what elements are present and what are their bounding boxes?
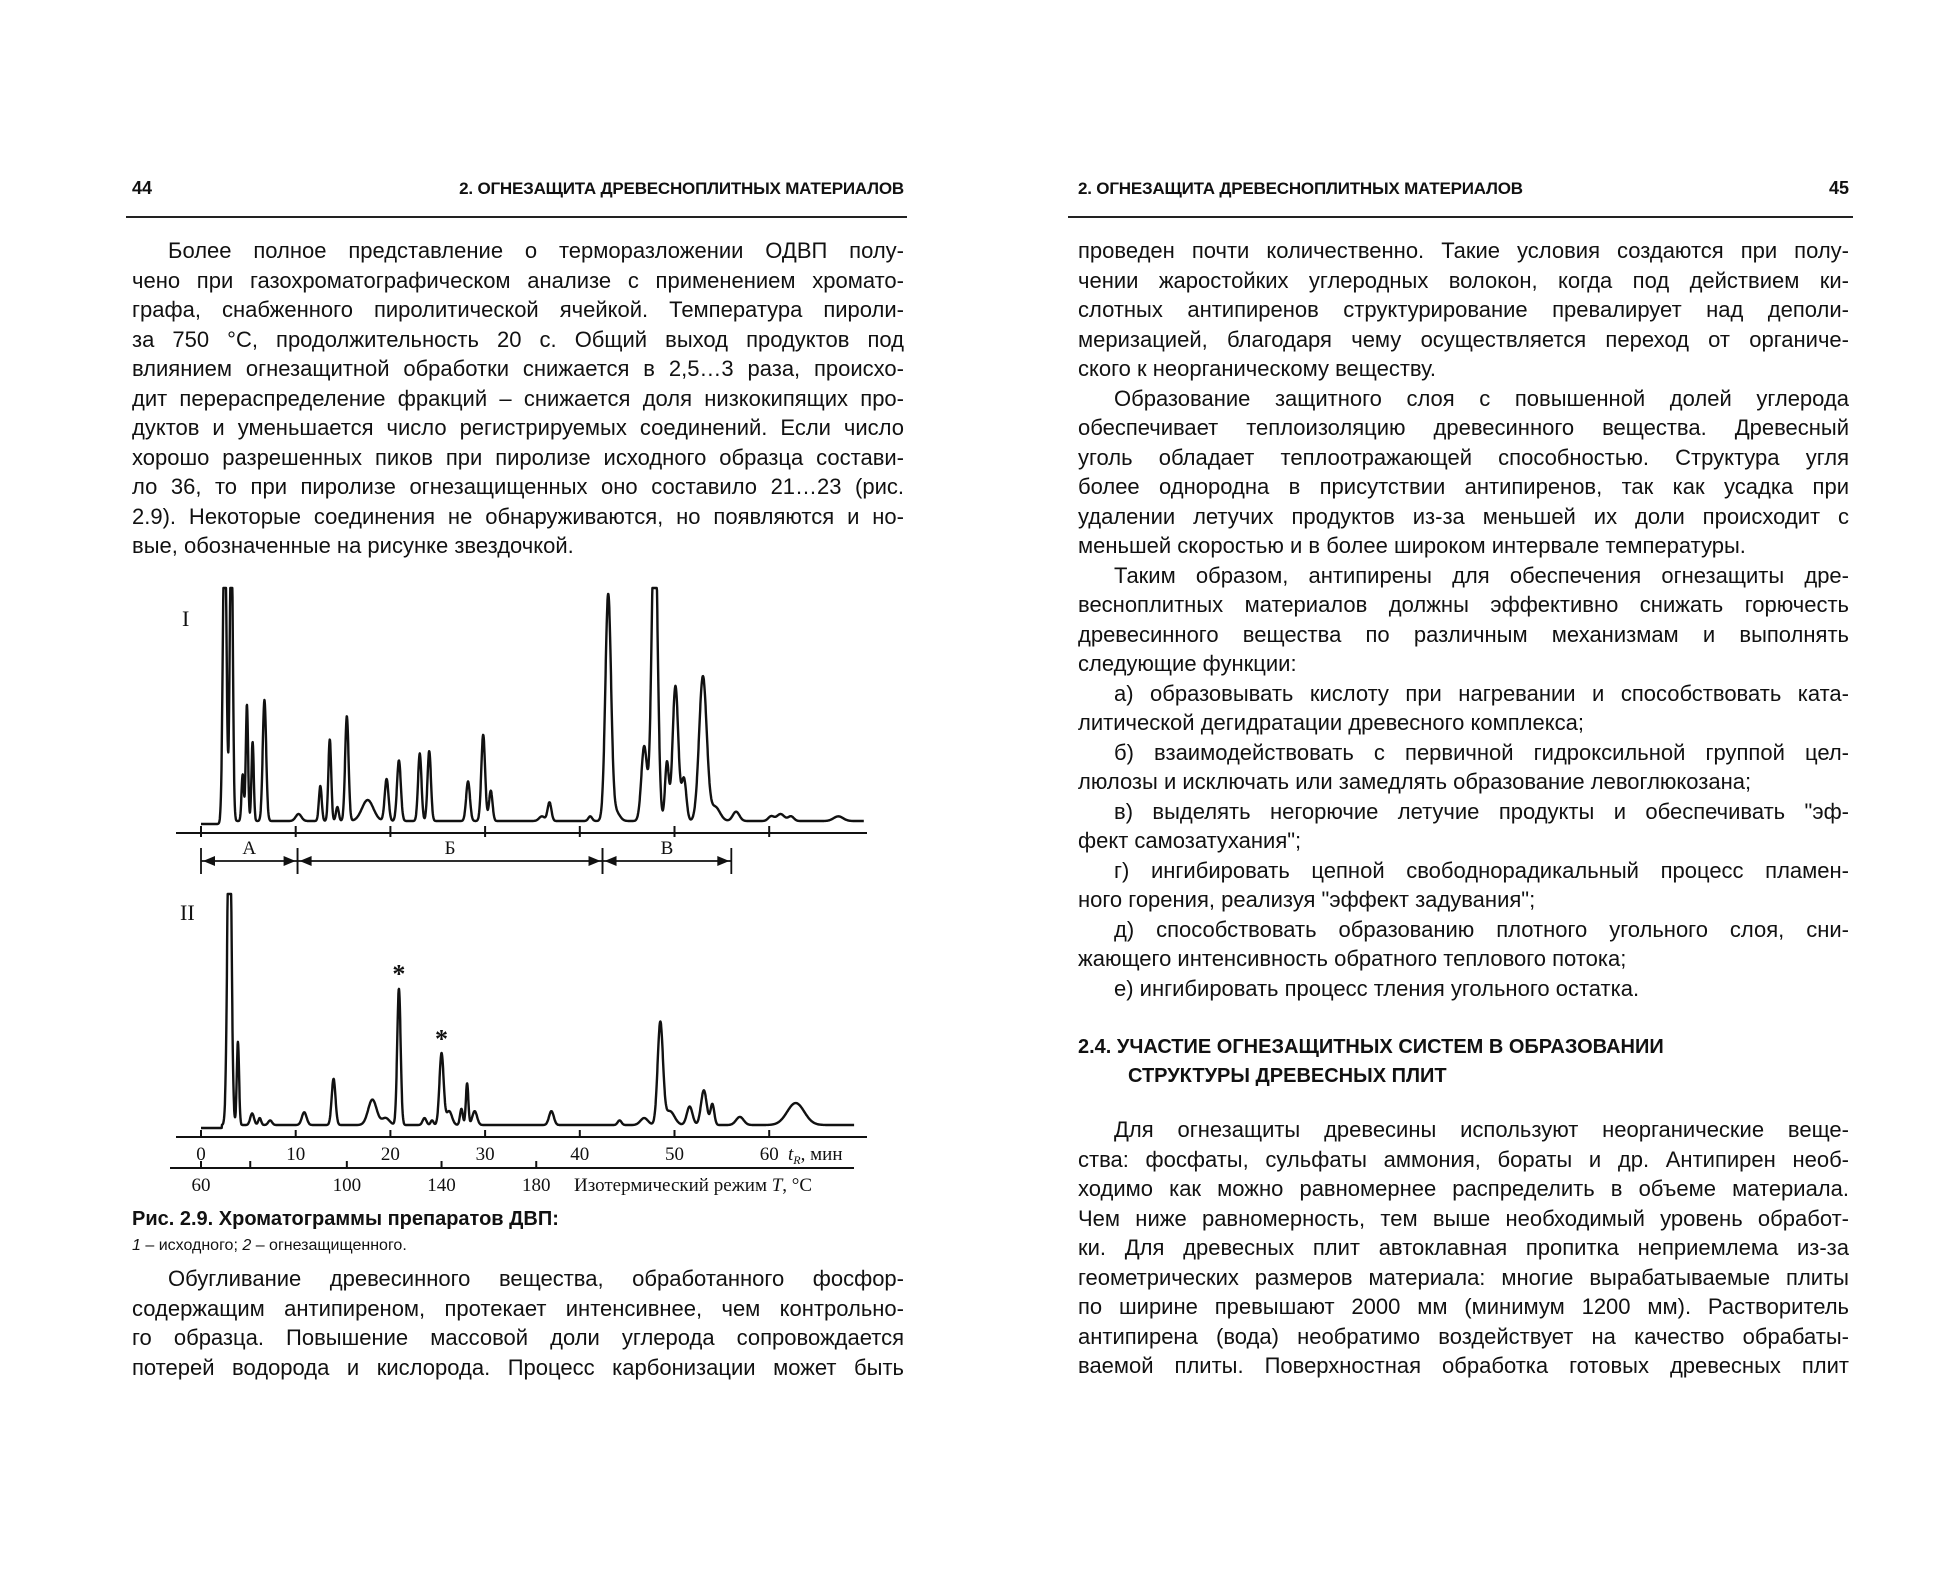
text-line: чении жаростойких углеродных волокон, когда под действием ки- [1078, 267, 1849, 293]
time-tick-label: 40 [570, 1144, 590, 1165]
text-line: Таким образом, антипирены для обеспечения огнезащиты дре- [1114, 562, 1849, 588]
chromatogram-trace-II [201, 894, 854, 1128]
text-line: антипирена (вода) необратимо воздействует на качество обрабаты- [1078, 1323, 1849, 1349]
text-line: ло 36, то при пиролизе огнезащищенных оно составило 21…23 (рис. [132, 474, 904, 499]
text-line: Для огнезащиты древесины используют неорганические веще- [1114, 1117, 1849, 1142]
time-axis-label-part: t [788, 1144, 794, 1165]
text-line: дит перераспределение фракций – снижается доля низкокипящих про- [132, 385, 904, 411]
time-axis-label [788, 1144, 842, 1167]
text-line: ваемой плиты. Поверхностная обработка готовых древесных плит [1078, 1353, 1849, 1378]
temperature-axis-label-part: , °C [782, 1175, 813, 1196]
text-line: литической дегидратации древесного комплекса; [1078, 710, 1584, 735]
legend-number-2: 2 [242, 1237, 252, 1254]
time-axis-label-part: , мин [800, 1144, 843, 1165]
temperature-tick-label: 60 [191, 1175, 211, 1196]
text-line: б) взаимодействовать с первичной гидроксильной группой цел- [1114, 739, 1849, 765]
text-line: жающего интенсивность обратного теплового потока; [1078, 946, 1627, 971]
text-line: удалении летучих продуктов из-за меньшей их доли происходит с [1078, 503, 1849, 529]
text-line: фект самозатухания"; [1078, 828, 1302, 853]
text-line: Обугливание древесинного вещества, обработанного фосфор- [168, 1266, 904, 1291]
temperature-axis-label-part: Изотермический режим [574, 1175, 772, 1196]
text-line: ного горения, реализуя "эффект задувания"; [1078, 887, 1536, 912]
text-line: Более полное представление о терморазложении ОДВП полу- [168, 238, 904, 263]
text-line: графа, снабженного пиролитической ячейкой. Температура пироли- [132, 297, 904, 322]
temperature-axis-label-part: T [771, 1175, 783, 1196]
time-tick-label: 20 [380, 1144, 400, 1165]
page-number-left: 44 [132, 178, 153, 198]
legend-text-2: – огнезащищенного. [251, 1237, 407, 1254]
text-line: ки. Для древесных плит автоклавная пропитка неприемлема из-за [1078, 1235, 1849, 1260]
temperature-tick-label: 100 [332, 1175, 362, 1196]
figure-caption-title: Рис. 2.9. Хроматограммы препаратов ДВП: [132, 1208, 559, 1230]
legend-number-1: 1 [132, 1237, 141, 1254]
text-line: весноплитных материалов должны эффективно снижать горючесть [1078, 592, 1849, 617]
text-line: дуктов и уменьшается число регистрируемых соединений. Если число [132, 415, 904, 440]
text-line: го образца. Повышение массовой доли углерода сопровождается [132, 1325, 904, 1350]
text-line: древесинного вещества по различным механизмам и выполнять [1078, 621, 1849, 647]
time-tick-label: 60 [759, 1144, 779, 1165]
text-line: ства: фосфаты, сульфаты аммония, бораты и др. Антипирен необ- [1078, 1146, 1849, 1172]
asterisk-marker: * [435, 1024, 449, 1054]
text-line: обеспечивает теплоизоляцию древесинного вещества. Древесный [1078, 415, 1849, 440]
time-tick-label: 50 [665, 1144, 684, 1165]
panel-label-I: I [182, 606, 190, 631]
running-head-left: 2. ОГНЕЗАЩИТА ДРЕВЕСНОПЛИТНЫХ МАТЕРИАЛОВ [459, 179, 904, 198]
chromatogram-trace-I [201, 588, 864, 824]
text-line: меризацией, благодаря чему осуществляется переход от органиче- [1078, 326, 1849, 352]
text-line: слотных антипиренов структурирование превалирует над деполи- [1078, 297, 1849, 322]
text-line: ского к неорганическому веществу. [1078, 356, 1437, 381]
text-line: ходимо как можно равномернее распределить в объеме материала. [1078, 1176, 1849, 1201]
time-axis-label-part: R [793, 1153, 801, 1167]
temperature-tick-label: 140 [427, 1175, 456, 1196]
temperature-tick-label: 180 [521, 1175, 551, 1196]
text-line: уголь обладает теплоотражающей способностью. Структура угля [1078, 444, 1849, 470]
text-line: г) ингибировать цепной свободнорадикальный процесс пламен- [1114, 857, 1849, 883]
asterisk-marker: * [392, 959, 406, 989]
section-heading-line1: 2.4. УЧАСТИЕ ОГНЕЗАЩИТНЫХ СИСТЕМ В ОБРАЗОВАНИИ [1078, 1036, 1664, 1058]
time-tick-label: 0 [196, 1144, 206, 1165]
text-line: более однородна в присутствии антипиренов, так как усадка при [1078, 474, 1849, 499]
text-line: е) ингибировать процесс тления угольного остатка. [1114, 975, 1640, 1001]
region-label: В [660, 838, 674, 859]
text-line: в) выделять негорючие летучие продукты и обеспечивать "эф- [1114, 798, 1849, 824]
text-line: проведен почти количественно. Такие условия создаются при полу- [1078, 238, 1849, 263]
text-line: следующие функции: [1078, 651, 1297, 676]
text-line: д) способствовать образованию плотного угольного слоя, сни- [1114, 916, 1849, 942]
text-line: меньшей скоростью и в более широком интервале температуры. [1078, 533, 1746, 558]
temperature-axis-label [574, 1175, 812, 1196]
running-head-right: 2. ОГНЕЗАЩИТА ДРЕВЕСНОПЛИТНЫХ МАТЕРИАЛОВ [1078, 179, 1523, 198]
text-line: Образование защитного слоя с повышенной долей углерода [1114, 385, 1849, 411]
text-line: люлозы и исключать или замедлять образование левоглюкозана; [1078, 769, 1752, 794]
region-label: А [242, 838, 257, 859]
text-line: вые, обозначенные на рисунке звездочкой. [132, 533, 574, 558]
panel-label-II: II [180, 900, 195, 925]
text-line: за 750 °С, продолжительность 20 с. Общий выход продуктов под [132, 326, 904, 352]
time-tick-label: 10 [286, 1144, 306, 1165]
text-line: по ширине превышают 2000 мм (минимум 1200 мм). Растворитель [1078, 1294, 1849, 1319]
text-line: 2.9). Некоторые соединения не обнаруживаются, но появляются и но- [132, 503, 904, 529]
time-tick-label: 30 [475, 1144, 495, 1165]
text-line: геометрических размеров материала: многие вырабатываемые плиты [1078, 1264, 1849, 1290]
legend-text-1: – исходного; [140, 1237, 243, 1254]
region-label: Б [444, 838, 456, 859]
text-line: содержащим антипиреном, протекает интенсивнее, чем контрольно- [132, 1295, 904, 1321]
page-number-right: 45 [1828, 178, 1849, 198]
text-line: хорошо разрешенных пиков при пиролизе исходного образца состави- [132, 444, 904, 470]
text-line: а) образовывать кислоту при нагревании и способствовать ката- [1114, 680, 1849, 706]
text-line: влиянием огнезащитной обработки снижается в 2,5…3 раза, происхо- [132, 356, 904, 381]
section-heading-line2: СТРУКТУРЫ ДРЕВЕСНЫХ ПЛИТ [1128, 1065, 1447, 1087]
text-line: Чем ниже равномерность, тем выше необходимый уровень обработ- [1078, 1205, 1849, 1231]
text-line: чено при газохроматографическом анализе с применением хромато- [132, 267, 904, 293]
text-line: потерей водорода и кислорода. Процесс карбонизации может быть [132, 1354, 904, 1380]
